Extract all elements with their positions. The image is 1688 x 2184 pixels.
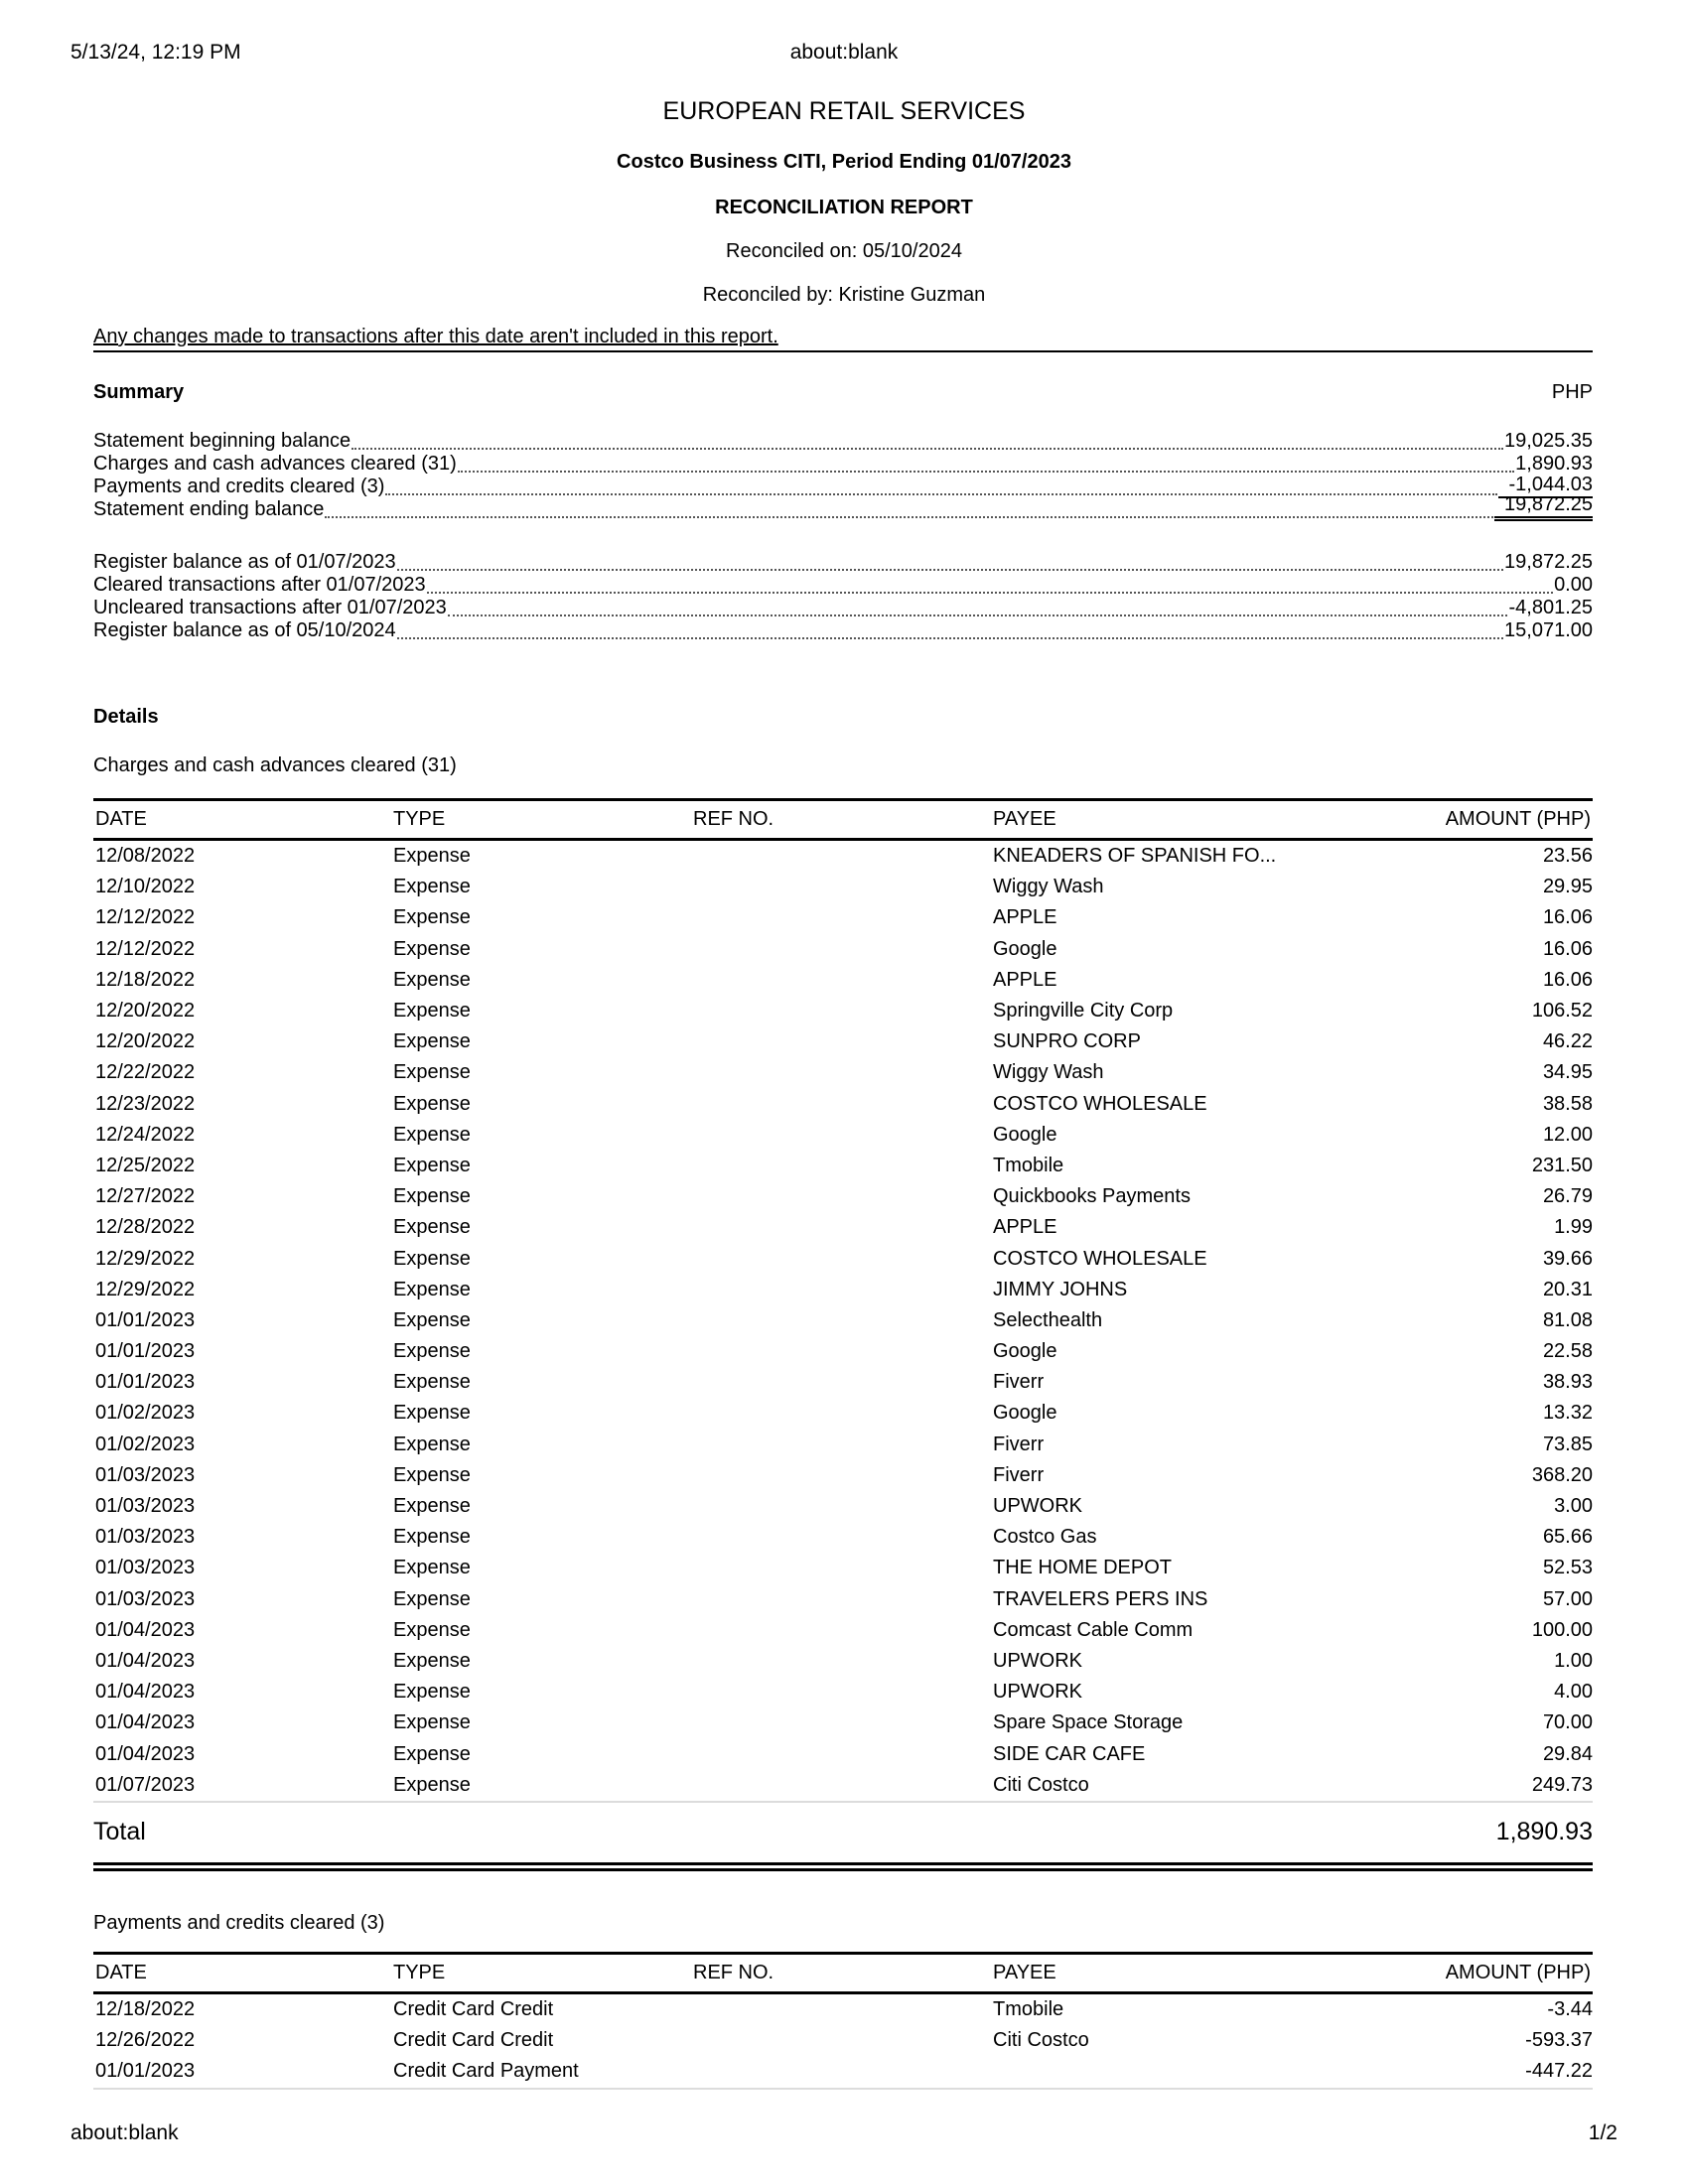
cell-type: Expense [393,1649,471,1672]
cell-date: 01/03/2023 [95,1557,196,1579]
cell-payee: Fiverr [993,1463,1045,1486]
summary-label: Cleared transactions after 01/07/2023 [93,574,426,596]
charges-section-title: Charges and cash advances cleared (31) [93,754,457,776]
cell-type: Expense [393,1371,471,1394]
cell-type: Expense [393,1216,471,1239]
cell-date: 12/10/2022 [95,876,196,898]
cell-payee: Comcast Cable Comm [993,1618,1194,1641]
cell-amount: 38.93 [1542,1371,1593,1394]
cell-date: 01/03/2023 [95,1495,196,1518]
summary-value: -4,801.25 [1508,597,1593,618]
table-row [93,1089,1593,1120]
cell-amount: 29.84 [1542,1742,1593,1765]
cell-type: Expense [393,1402,471,1425]
table-row [93,1553,1593,1583]
payments-table-end-rule [93,2088,1593,2090]
cell-date: 12/26/2022 [95,2029,196,2052]
cell-amount: 81.08 [1542,1308,1593,1331]
reconciled-by: Reconciled by: Kristine Guzman [702,284,986,306]
cell-date: 12/29/2022 [95,1278,196,1300]
cell-amount: 39.66 [1542,1247,1593,1270]
table-row [93,1460,1593,1491]
cell-date: 01/04/2023 [95,1681,196,1704]
cell-type: Expense [393,1587,471,1610]
table-row [93,1181,1593,1212]
summary-row [93,597,1593,619]
cell-date: 01/07/2023 [95,1773,196,1796]
cell-payee: APPLE [993,906,1057,929]
cell-type: Expense [393,1618,471,1641]
summary-value: 0.00 [1554,574,1593,596]
cell-date: 12/22/2022 [95,1061,196,1084]
col-amount: AMOUNT (PHP) [1445,808,1591,830]
cell-type: Expense [393,1061,471,1084]
report-title: RECONCILIATION REPORT [715,197,973,218]
summary-label: Charges and cash advances cleared (31) [93,453,457,475]
cell-date: 12/18/2022 [95,968,196,991]
cell-payee: THE HOME DEPOT [993,1557,1173,1579]
payments-table [93,1952,1593,2090]
col-payee: PAYEE [993,1962,1056,1983]
table-row [93,1707,1593,1738]
cell-payee: SUNPRO CORP [993,1030,1141,1053]
summary-value: 1,890.93 [1515,453,1593,475]
col-payee: PAYEE [993,808,1056,830]
notice-text: Any changes made to transactions after this date aren't included in this report. [93,326,778,347]
cell-date: 12/12/2022 [95,906,196,929]
summary-value: 15,071.00 [1504,619,1593,641]
col-type: TYPE [393,1962,446,1983]
cell-payee: COSTCO WHOLESALE [993,1092,1207,1115]
table-row [93,1305,1593,1336]
cell-amount: -3.44 [1547,1998,1593,2021]
cell-payee: TRAVELERS PERS INS [993,1587,1208,1610]
dot-leader [397,636,1503,639]
cell-amount: 73.85 [1542,1433,1593,1455]
col-date: DATE [95,808,147,830]
cell-type: Expense [393,845,471,868]
cell-date: 01/02/2023 [95,1433,196,1455]
cell-type: Credit Card Credit [393,2029,554,2052]
summary-row [93,574,1593,597]
table-row [93,872,1593,902]
payments-table-header [93,1952,1593,1994]
cell-date: 12/20/2022 [95,1030,196,1053]
cell-amount: -447.22 [1525,2060,1593,2083]
cell-amount: 38.58 [1542,1092,1593,1115]
cell-amount: 70.00 [1542,1711,1593,1734]
cell-payee: Tmobile [993,1154,1064,1176]
cell-amount: 16.06 [1542,968,1593,991]
cell-type: Expense [393,906,471,929]
table-row [93,1057,1593,1088]
table-row [93,934,1593,965]
cell-type: Credit Card Credit [393,1998,554,2021]
cell-payee: COSTCO WHOLESALE [993,1247,1207,1270]
cell-payee: Google [993,1123,1057,1146]
cell-payee: Quickbooks Payments [993,1185,1191,1208]
table-row [93,1522,1593,1553]
cell-payee: Costco Gas [993,1526,1097,1549]
table-row [93,1994,1593,2025]
cell-payee: KNEADERS OF SPANISH FO... [993,845,1277,868]
table-row [93,1275,1593,1305]
cell-payee: Wiggy Wash [993,876,1104,898]
table-row [93,2056,1593,2087]
cell-type: Expense [393,1308,471,1331]
summary-value: -1,044.03 [1498,474,1593,498]
cell-payee: APPLE [993,1216,1057,1239]
cell-amount: 26.79 [1542,1185,1593,1208]
table-row [93,2025,1593,2056]
cell-amount: 52.53 [1542,1557,1593,1579]
dot-leader [397,568,1503,571]
cell-type: Expense [393,1278,471,1300]
table-row [93,902,1593,933]
cell-date: 01/04/2023 [95,1649,196,1672]
cell-date: 01/01/2023 [95,1308,196,1331]
charges-total-row [93,1803,1593,1862]
cell-type: Expense [393,1773,471,1796]
summary-value: 19,872.25 [1504,551,1593,573]
cell-payee: Fiverr [993,1371,1045,1394]
table-row [93,1677,1593,1707]
cell-date: 01/04/2023 [95,1742,196,1765]
table-row [93,1243,1593,1274]
summary-value: 19,025.35 [1504,430,1593,452]
summary-value: 19,872.25 [1494,493,1593,521]
reconciled-on: Reconciled on: 05/10/2024 [726,240,962,262]
col-ref-no: REF NO. [693,808,774,830]
table-row [93,1398,1593,1429]
details-heading: Details [93,706,159,728]
table-row [93,1367,1593,1398]
cell-payee: UPWORK [993,1649,1082,1672]
cell-amount: 249.73 [1531,1773,1593,1796]
cell-date: 01/02/2023 [95,1402,196,1425]
table-row [93,1336,1593,1367]
table-row [93,1615,1593,1646]
cell-amount: 106.52 [1531,1000,1593,1023]
cell-amount: 1.99 [1554,1216,1593,1239]
print-footer-url: about:blank [70,2121,179,2144]
cell-amount: 34.95 [1542,1061,1593,1084]
cell-amount: 12.00 [1542,1123,1593,1146]
payments-section-title: Payments and credits cleared (3) [93,1912,385,1934]
cell-type: Expense [393,1495,471,1518]
cell-date: 12/20/2022 [95,1000,196,1023]
cell-date: 12/18/2022 [95,1998,196,2021]
summary-row [93,430,1593,453]
cell-date: 12/24/2022 [95,1123,196,1146]
cell-type: Expense [393,1463,471,1486]
cell-date: 12/12/2022 [95,937,196,960]
cell-amount: 231.50 [1531,1154,1593,1176]
cell-date: 12/08/2022 [95,845,196,868]
cell-payee: Google [993,1340,1057,1363]
cell-type: Expense [393,1092,471,1115]
charges-table-header [93,798,1593,841]
cell-amount: 13.32 [1542,1402,1593,1425]
table-row [93,1212,1593,1243]
dot-leader [352,447,1503,450]
cell-amount: 4.00 [1554,1681,1593,1704]
table-row [93,996,1593,1026]
table-row [93,1646,1593,1677]
cell-type: Expense [393,876,471,898]
cell-date: 12/29/2022 [95,1247,196,1270]
payments-table-body [93,1994,1593,2088]
summary-row [93,619,1593,642]
summary-label: Payments and credits cleared (3) [93,476,385,497]
print-timestamp: 5/13/24, 12:19 PM [70,41,241,64]
cell-date: 01/01/2023 [95,1340,196,1363]
table-row [93,1738,1593,1769]
summary-label: Register balance as of 01/07/2023 [93,551,396,573]
table-row [93,1026,1593,1057]
cell-amount: -593.37 [1525,2029,1593,2052]
cell-type: Expense [393,1030,471,1053]
cell-payee: Google [993,1402,1057,1425]
cell-date: 01/04/2023 [95,1711,196,1734]
print-page-title: about:blank [789,41,899,64]
cell-date: 01/03/2023 [95,1463,196,1486]
cell-type: Expense [393,1433,471,1455]
dot-leader [448,614,1508,616]
col-date: DATE [95,1962,147,1983]
table-row [93,1584,1593,1615]
cell-date: 01/04/2023 [95,1618,196,1641]
dot-leader [325,515,1493,518]
cell-amount: 29.95 [1542,876,1593,898]
cell-type: Expense [393,968,471,991]
table-row [93,1491,1593,1522]
cell-payee: Spare Space Storage [993,1711,1184,1734]
cell-payee: JIMMY JOHNS [993,1278,1128,1300]
cell-type: Expense [393,1247,471,1270]
cell-payee: UPWORK [993,1495,1082,1518]
summary-label: Statement ending balance [93,498,325,520]
col-amount: AMOUNT (PHP) [1445,1962,1591,1983]
cell-payee: Fiverr [993,1433,1045,1455]
total-label: Total [93,1818,146,1846]
cell-type: Expense [393,1742,471,1765]
cell-payee: Tmobile [993,1998,1064,2021]
cell-type: Expense [393,1000,471,1023]
cell-payee: APPLE [993,968,1057,991]
table-row [93,1120,1593,1151]
cell-amount: 16.06 [1542,937,1593,960]
cell-type: Expense [393,1526,471,1549]
col-ref-no: REF NO. [693,1962,774,1983]
cell-date: 12/23/2022 [95,1092,196,1115]
cell-amount: 46.22 [1542,1030,1593,1053]
cell-payee: Google [993,937,1057,960]
summary-row [93,476,1593,498]
cell-date: 12/27/2022 [95,1185,196,1208]
cell-payee: Springville City Corp [993,1000,1174,1023]
dot-leader [458,470,1514,473]
table-row [93,1430,1593,1460]
cell-type: Expense [393,1154,471,1176]
cell-payee: Wiggy Wash [993,1061,1104,1084]
print-page-number: 1/2 [1588,2121,1618,2144]
cell-type: Expense [393,1340,471,1363]
cell-date: 01/03/2023 [95,1526,196,1549]
total-double-rule [93,1862,1593,1871]
cell-amount: 57.00 [1542,1587,1593,1610]
dot-leader [427,591,1553,594]
summary-label: Register balance as of 05/10/2024 [93,619,396,641]
notice-bar [93,326,1593,352]
table-row [93,1770,1593,1801]
dot-leader [385,492,1497,495]
cell-payee: SIDE CAR CAFE [993,1742,1146,1765]
table-row [93,1151,1593,1181]
cell-type: Expense [393,1711,471,1734]
cell-type: Expense [393,1557,471,1579]
cell-type: Expense [393,1681,471,1704]
cell-date: 01/03/2023 [95,1587,196,1610]
table-row [93,841,1593,872]
cell-date: 01/01/2023 [95,2060,196,2083]
charges-table-body [93,841,1593,1801]
summary-row [93,551,1593,574]
cell-payee: Selecthealth [993,1308,1103,1331]
cell-date: 01/01/2023 [95,1371,196,1394]
cell-amount: 100.00 [1531,1618,1593,1641]
cell-amount: 368.20 [1531,1463,1593,1486]
cell-type: Credit Card Payment [393,2060,579,2083]
summary-label: Uncleared transactions after 01/07/2023 [93,597,447,618]
cell-amount: 22.58 [1542,1340,1593,1363]
cell-date: 12/28/2022 [95,1216,196,1239]
table-row [93,965,1593,996]
cell-type: Expense [393,1185,471,1208]
summary-row [93,493,1593,521]
cell-payee: UPWORK [993,1681,1082,1704]
summary-label: Statement beginning balance [93,430,352,452]
cell-amount: 20.31 [1542,1278,1593,1300]
col-type: TYPE [393,808,446,830]
total-value: 1,890.93 [1495,1818,1593,1846]
account-period: Costco Business CITI, Period Ending 01/07/2023 [617,151,1071,173]
cell-amount: 23.56 [1542,845,1593,868]
cell-amount: 1.00 [1554,1649,1593,1672]
cell-amount: 3.00 [1554,1495,1593,1518]
cell-date: 12/25/2022 [95,1154,196,1176]
charges-table [93,798,1593,1871]
cell-amount: 16.06 [1542,906,1593,929]
cell-type: Expense [393,937,471,960]
company-name: EUROPEAN RETAIL SERVICES [662,97,1026,125]
cell-type: Expense [393,1123,471,1146]
cell-payee: Citi Costco [993,2029,1089,2052]
summary-row [93,453,1593,476]
summary-heading: Summary [93,381,185,403]
cell-payee: Citi Costco [993,1773,1089,1796]
summary-currency: PHP [1551,381,1593,403]
cell-amount: 65.66 [1542,1526,1593,1549]
